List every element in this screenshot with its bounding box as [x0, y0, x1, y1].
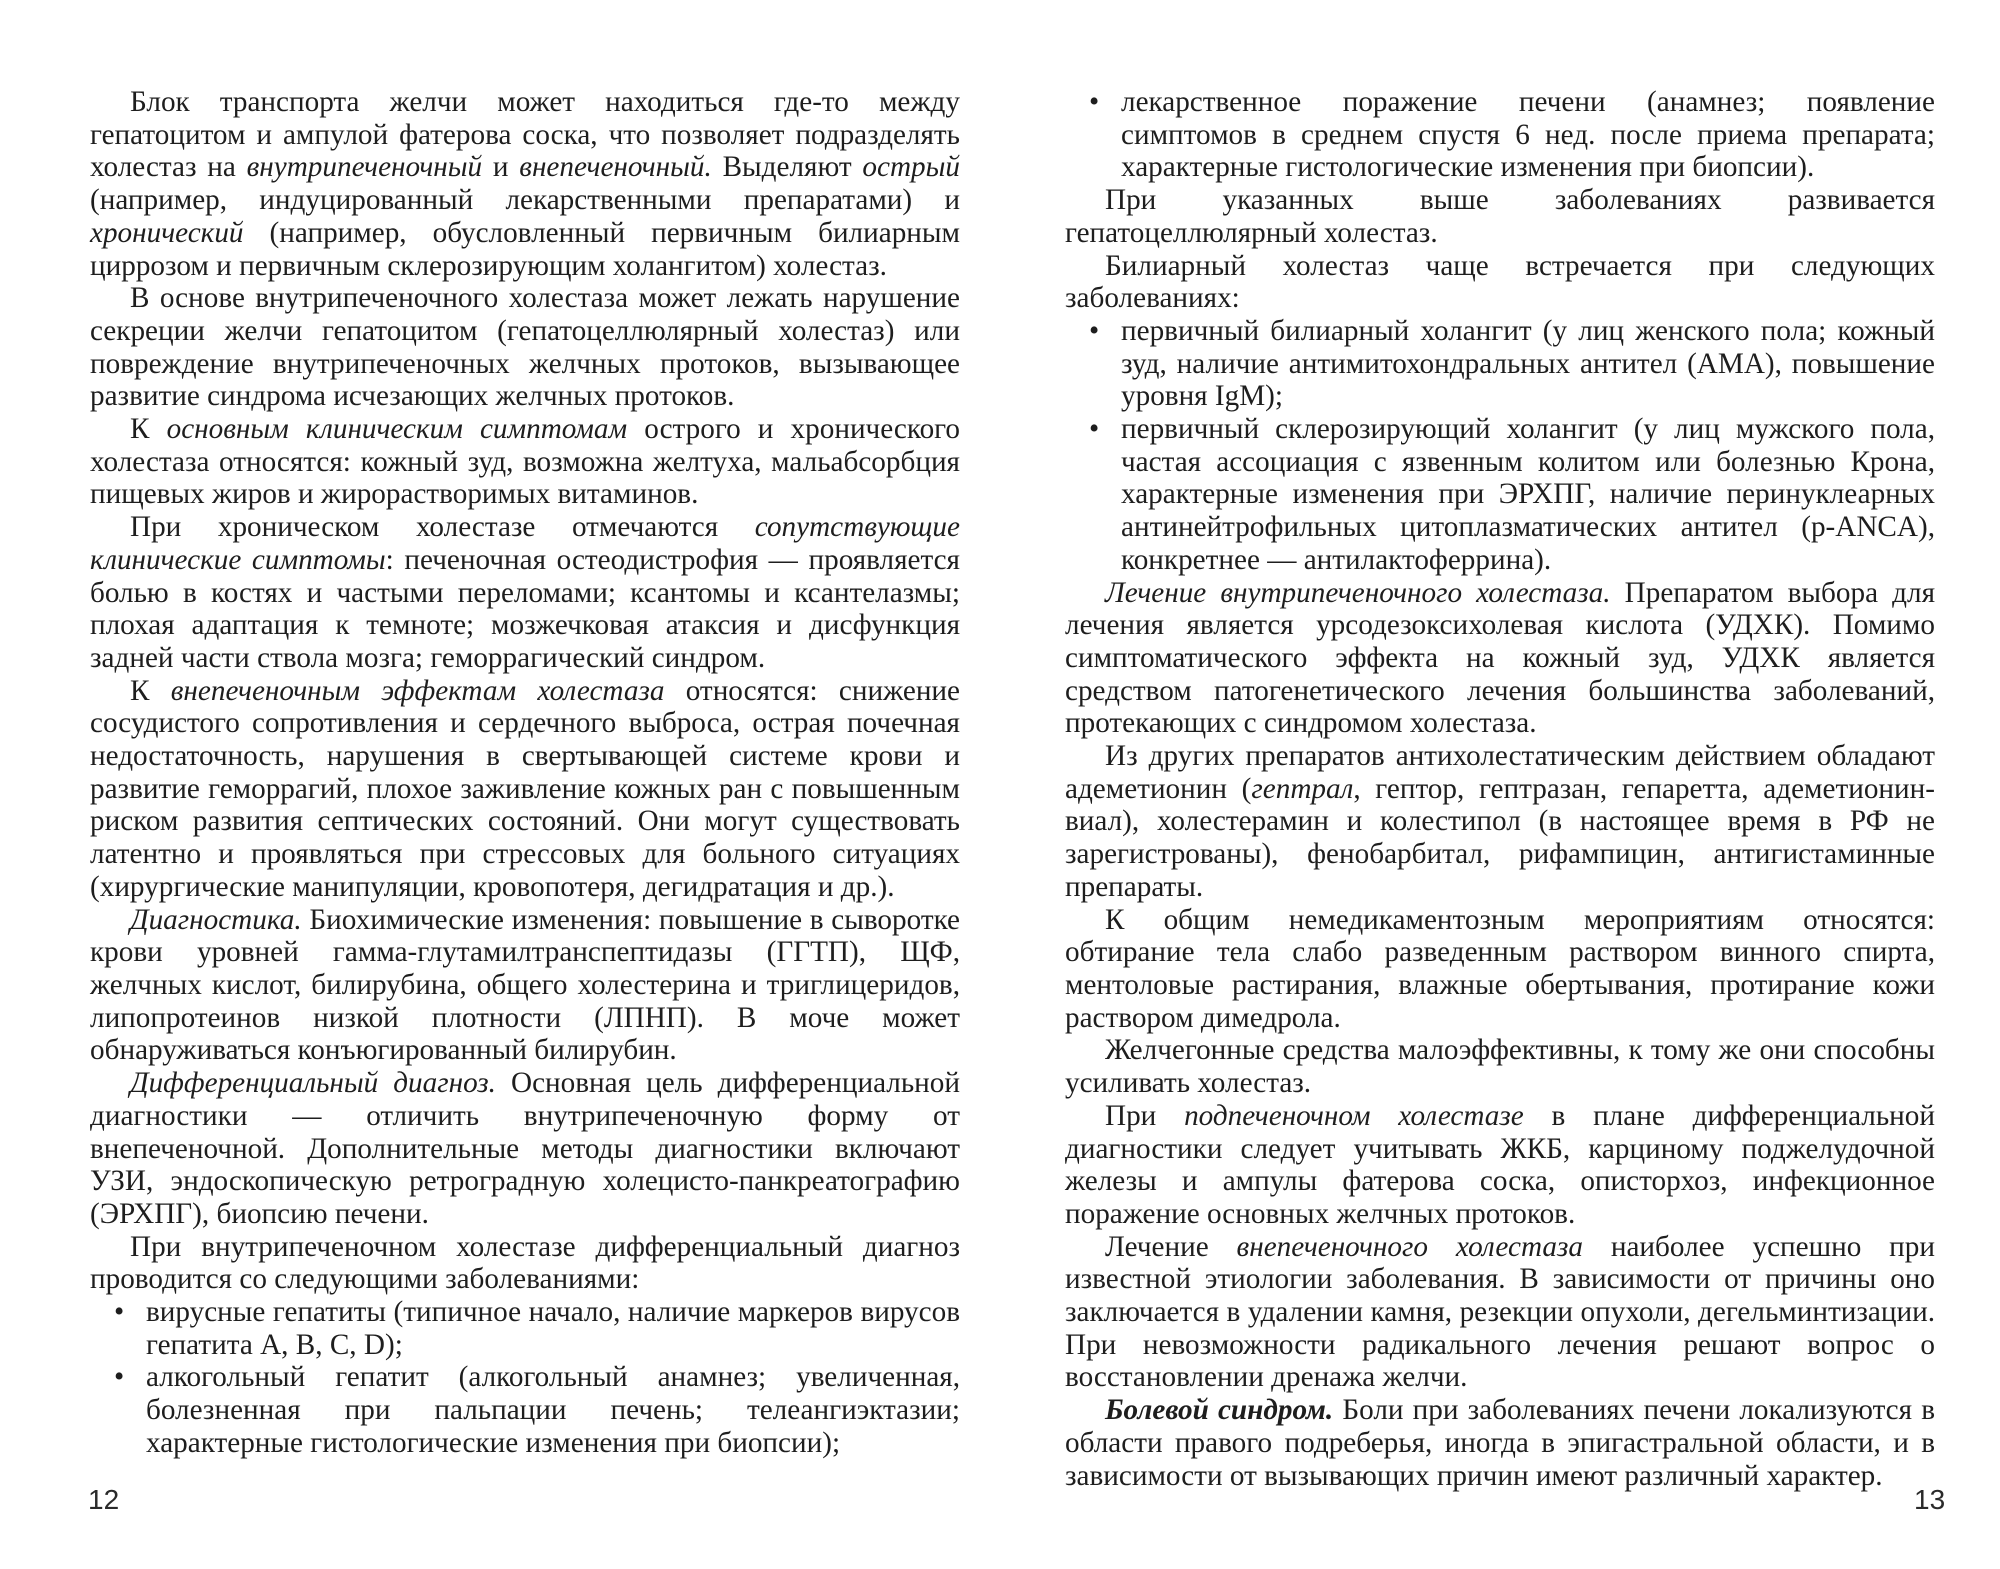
paragraph: К общим немедикаментозным мероприятиям относятся: обтирание тела слабо разведенным раствором винного спирта, ментоловые растирания, влажные обертывания, протирание кожи раствором димедрола. — [1065, 903, 1935, 1034]
bullet-list — [90, 1296, 960, 1460]
paragraph: Лечение внепеченочного холестаза наиболее успешно при известной этиологии заболевания. В зависимости от причины оно заключается в удалении камня, резекции опухоли, дегельминтизации. При невозможности радикального лечения решают вопрос о восстановлении дренажа желчи. — [1065, 1230, 1936, 1394]
bullet-list — [1065, 86, 1935, 184]
paragraph: При хроническом холестазе отмечаются сопутствующие клинические симптомы: печеночная остеодистрофия — проявляется болью в костях и частыми переломами; ксантомы и ксантелазмы; плохая адаптация к темноте; мозжечковая атаксия и дисфункция задней части ствола мозга; геморрагический синдром. — [90, 511, 960, 674]
list-item: • алкогольный гепатит (алкогольный анамнез; увеличенная, болезненная при пальпации печень; телеангиэктазии; характерные гистологические изменения при биопсии); — [146, 1361, 960, 1459]
paragraph: Билиарный холестаз чаще встречается при следующих заболеваниях: — [1065, 249, 1935, 315]
list-item: • лекарственное поражение печени (анамнез; появление симптомов в среднем спустя 6 нед. после приема препарата; характерные гистологические изменения при биопсии). — [1121, 86, 1935, 184]
paragraph-treatment: Лечение внутрипеченочного холестаза. Препаратом выбора для лечения является урсодезоксихолевая кислота (УДХК). Помимо симптоматического эффекта на кожный зуд, УДХК является средством патогенетического лечения большинства заболеваний, протекающих с синдромом холестаза. — [1065, 576, 1935, 740]
paragraph: При внутрипеченочном холестазе дифференциальный диагноз проводится со следующими заболеваниями: — [90, 1230, 960, 1296]
paragraph: К основным клиническим симптомам острого и хронического холестаза относятся: кожный зуд, возможна желтуха, мальабсорбция пищевых жиров и жирорастворимых витаминов. — [90, 413, 961, 511]
paragraph: В основе внутрипеченочного холестаза может лежать нарушение секреции желчи гепатоцитом (гепатоцеллюлярный холестаз) или повреждение внутрипеченочных желчных протоков, вызывающее развитие синдрома исчезающих желчных протоков. — [90, 282, 960, 413]
paragraph-differential-diagnosis: Дифференциальный диагноз. Основная цель дифференциальной диагностики — отличить внутрипеченочную форму от внепеченочной. Дополнительные методы диагностики включают УЗИ, эндоскопическую ретроградную холецисто-панкреатографию (ЭРХПГ), биопсию печени. — [90, 1067, 960, 1230]
paragraph: Из других препаратов антихолестатическим действием обладают адеметионин (гептрал, гептор, гептразан, гепаретта, адеметионин-виал), холестерамин и колестипол (в настоящее время в РФ не зарегистрованы), фенобарбитал, рифампицин, антигистаминные препараты. — [1065, 740, 1935, 903]
bullet-list — [1065, 315, 1935, 577]
list-item: • первичный билиарный холангит (у лиц женского пола; кожный зуд, наличие антимитохондральных антител (АМА), повышение уровня IgM); — [1121, 315, 1935, 413]
list-item: • вирусные гепатиты (типичное начало, наличие маркеров вирусов гепатита A, B, C, D); — [146, 1296, 960, 1361]
left-page — [90, 86, 960, 1460]
page-number-right: 13 — [1914, 1484, 1946, 1515]
paragraph-pain-syndrome: Болевой синдром. Боли при заболеваниях печени локализуются в области правого подреберья, иногда в эпигастральной области, и в зависимости от вызывающих причин имеют различный характер. — [1065, 1394, 1935, 1492]
paragraph: Желчегонные средства малоэффективны, к тому же они способны усиливать холестаз. — [1065, 1034, 1935, 1100]
paragraph: При подпеченочном холестазе в плане дифференциальной диагностики следует учитывать ЖКБ, карциному поджелудочной железы и ампулы фатерова соска, описторхоз, инфекционное поражение основных желчных протоков. — [1065, 1099, 1935, 1230]
list-item: • первичный склерозирующий холангит (у лиц мужского пола, частая ассоциация с язвенным колитом или болезнью Крона, характерные изменения при ЭРХПГ, наличие перинуклеарных антинейтрофильных цитоплазматических антител (p-ANCA), конкретнее — антилактоферрина). — [1121, 413, 1935, 577]
right-page — [1065, 86, 1935, 1492]
paragraph-diagnostics: Диагностика. Биохимические изменения: повышение в сыворотке крови уровней гамма-глутамилтранспептидазы (ГГТП), ЩФ, желчных кислот, билирубина, общего холестерина и триглицеридов, липопротеинов низкой плотности (ЛПНП). В моче может обнаруживаться конъюгированный билирубин. — [90, 903, 960, 1067]
paragraph: К внепеченочным эффектам холестаза относятся: снижение сосудистого сопротивления и сердечного выброса, острая почечная недостаточность, нарушения в свертывающей системе крови и развитие геморрагий, плохое заживление кожных ран с повышенным риском развития септических состояний. Они могут существовать латентно и проявляться при стрессовых для больного ситуациях (хирургические манипуляции, кровопотеря, дегидратация и др.). — [90, 674, 961, 903]
page-number-left: 12 — [88, 1484, 120, 1515]
paragraph: При указанных выше заболеваниях развивается гепатоцеллюлярный холестаз. — [1065, 184, 1935, 249]
paragraph: Блок транспорта желчи может находиться где-то между гепатоцитом и ампулой фатерова соска, что позволяет подразделять холестаз на внутрипеченочный и внепеченочный. Выделяют острый (например, индуцированный лекарственными препаратами) и хронический (например, обусловленный первичным билиарным циррозом и первичным склерозирующим холангитом) холестаз. — [90, 86, 960, 282]
